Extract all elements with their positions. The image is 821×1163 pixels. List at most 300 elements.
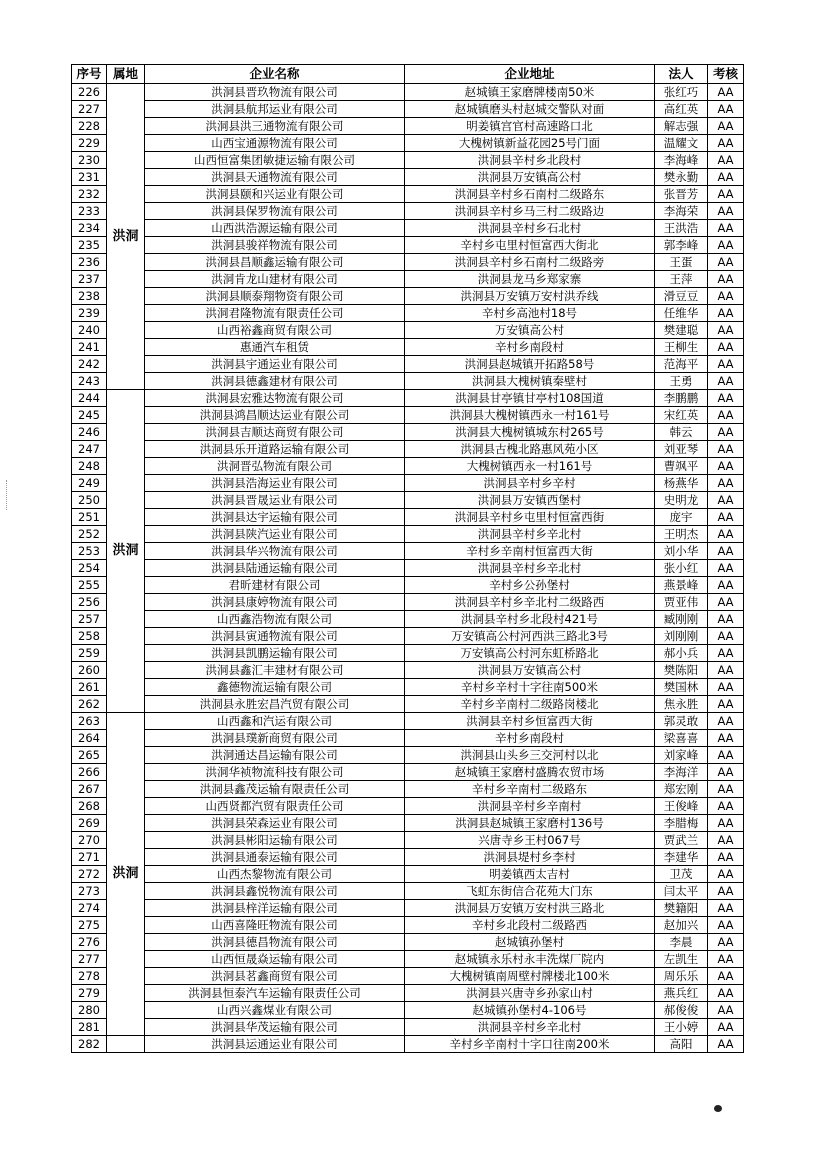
grade: AA [708, 611, 744, 628]
table-row [72, 696, 744, 713]
legal-person: 刘亚琴 [655, 441, 708, 458]
row-number: 229 [72, 135, 107, 152]
table-row [72, 356, 744, 373]
table-row [72, 662, 744, 679]
company-address: 洪洞县辛村乡辛村 [405, 475, 655, 492]
company-name: 山西恒晟焱运输有限公司 [145, 951, 405, 968]
margin-dots [6, 480, 13, 510]
row-number: 270 [72, 832, 107, 849]
company-address: 赵城镇磨头村赵城交警队对面 [405, 101, 655, 118]
company-address: 大槐树镇西永一村161号 [405, 458, 655, 475]
company-address: 万安镇高公村 [405, 322, 655, 339]
grade: AA [708, 118, 744, 135]
grade: AA [708, 407, 744, 424]
grade: AA [708, 730, 744, 747]
row-number: 230 [72, 152, 107, 169]
grade: AA [708, 1002, 744, 1019]
legal-person: 郝小兵 [655, 645, 708, 662]
company-address: 辛村乡公孙堡村 [405, 577, 655, 594]
row-number: 251 [72, 509, 107, 526]
table-row [72, 135, 744, 152]
legal-person: 王柳生 [655, 339, 708, 356]
company-address: 洪洞县辛村乡恒富西大街 [405, 713, 655, 730]
grade: AA [708, 152, 744, 169]
company-address: 洪洞县万安镇高公村 [405, 662, 655, 679]
header-region: 属地 [107, 65, 145, 84]
company-address: 洪洞县辛村乡石北村 [405, 220, 655, 237]
table-row [72, 1002, 744, 1019]
company-address: 赵城镇永乐村永丰洗煤厂院内 [405, 951, 655, 968]
company-address: 洪洞县万安镇西堡村 [405, 492, 655, 509]
grade: AA [708, 492, 744, 509]
legal-person: 庞宇 [655, 509, 708, 526]
company-address: 洪洞县大槐树镇秦壁村 [405, 373, 655, 390]
company-address: 洪洞县辛村乡北段村 [405, 152, 655, 169]
legal-person: 李海峰 [655, 152, 708, 169]
grade: AA [708, 679, 744, 696]
grade: AA [708, 305, 744, 322]
table-row [72, 526, 744, 543]
company-address: 万安镇高公村河西洪三路北3号 [405, 628, 655, 645]
row-number: 282 [72, 1036, 107, 1053]
company-address: 赵城镇王家磨村盛腾农贸市场 [405, 764, 655, 781]
grade: AA [708, 628, 744, 645]
table-row [72, 543, 744, 560]
company-address: 辛村乡南段村 [405, 730, 655, 747]
grade: AA [708, 526, 744, 543]
row-number: 273 [72, 883, 107, 900]
company-name: 山西兴鑫煤业有限公司 [145, 1002, 405, 1019]
legal-person: 刘刚刚 [655, 628, 708, 645]
company-name: 洪洞县梓洋运输有限公司 [145, 900, 405, 917]
company-address: 洪洞县甘亭镇甘亭村108国道 [405, 390, 655, 407]
grade: AA [708, 509, 744, 526]
table-row [72, 832, 744, 849]
legal-person: 解志强 [655, 118, 708, 135]
company-address: 洪洞县古槐北路惠风苑小区 [405, 441, 655, 458]
legal-person: 张小红 [655, 560, 708, 577]
legal-person: 曹飒平 [655, 458, 708, 475]
company-name: 洪洞县鑫茂运输有限责任公司 [145, 781, 405, 798]
table-row [72, 594, 744, 611]
company-name: 山西鑫浩物流有限公司 [145, 611, 405, 628]
row-number: 231 [72, 169, 107, 186]
company-address: 洪洞县辛村乡马三村二级路边 [405, 203, 655, 220]
company-name: 洪洞县凯鹏运输有限公司 [145, 645, 405, 662]
legal-person: 臧刚刚 [655, 611, 708, 628]
row-number: 255 [72, 577, 107, 594]
grade: AA [708, 186, 744, 203]
company-name: 洪洞县德昌物流有限公司 [145, 934, 405, 951]
grade: AA [708, 1019, 744, 1036]
grade: AA [708, 390, 744, 407]
company-address: 洪洞县万安镇高公村 [405, 169, 655, 186]
row-number: 268 [72, 798, 107, 815]
company-address: 辛村乡辛村十字往南500米 [405, 679, 655, 696]
table-row [72, 339, 744, 356]
grade: AA [708, 849, 744, 866]
company-name: 洪洞县天通物流有限公司 [145, 169, 405, 186]
table-row [72, 934, 744, 951]
company-address: 洪洞县辛村乡辛北村 [405, 1019, 655, 1036]
row-number: 254 [72, 560, 107, 577]
company-name: 洪洞县恒泰汽车运输有限责任公司 [145, 985, 405, 1002]
company-address: 洪洞县辛村乡辛北村 [405, 560, 655, 577]
row-number: 241 [72, 339, 107, 356]
legal-person: 赵加兴 [655, 917, 708, 934]
row-number: 235 [72, 237, 107, 254]
company-address: 辛村乡高池村18号 [405, 305, 655, 322]
company-name: 山西裕鑫商贸有限公司 [145, 322, 405, 339]
company-name: 洪洞县鸿昌顺达运业有限公司 [145, 407, 405, 424]
row-number: 228 [72, 118, 107, 135]
company-name: 洪洞县荣森运业有限公司 [145, 815, 405, 832]
company-name: 洪洞县华茂运输有限公司 [145, 1019, 405, 1036]
company-name: 洪洞县达宇运输有限公司 [145, 509, 405, 526]
table-row [72, 628, 744, 645]
row-number: 262 [72, 696, 107, 713]
company-address: 大槐树镇新益花园25号门面 [405, 135, 655, 152]
row-number: 237 [72, 271, 107, 288]
legal-person: 樊建聪 [655, 322, 708, 339]
table-row [72, 203, 744, 220]
grade: AA [708, 815, 744, 832]
company-name: 洪洞县浩海运业有限公司 [145, 475, 405, 492]
company-address: 万安镇高公村河东虹桥路北 [405, 645, 655, 662]
grade: AA [708, 475, 744, 492]
row-number: 233 [72, 203, 107, 220]
table-row [72, 883, 744, 900]
legal-person: 高红英 [655, 101, 708, 118]
company-address: 赵城镇孙堡村 [405, 934, 655, 951]
table-row [72, 220, 744, 237]
legal-person: 焦永胜 [655, 696, 708, 713]
company-address: 辛村乡北段村二级路西 [405, 917, 655, 934]
grade: AA [708, 135, 744, 152]
company-address: 大槐树镇南周壁村牌楼北100米 [405, 968, 655, 985]
table-row [72, 84, 744, 101]
row-number: 260 [72, 662, 107, 679]
row-number: 238 [72, 288, 107, 305]
legal-person: 左凯生 [655, 951, 708, 968]
company-name: 洪洞县顺泰翔物资有限公司 [145, 288, 405, 305]
grade: AA [708, 441, 744, 458]
company-name: 山西鑫和汽运有限公司 [145, 713, 405, 730]
company-name: 山西杰黎物流有限公司 [145, 866, 405, 883]
company-name: 山西贤都汽贸有限责任公司 [145, 798, 405, 815]
legal-person: 樊陈阳 [655, 662, 708, 679]
row-number: 272 [72, 866, 107, 883]
company-address: 洪洞县兴唐寺乡孙家山村 [405, 985, 655, 1002]
row-number: 258 [72, 628, 107, 645]
legal-person: 郝俊俊 [655, 1002, 708, 1019]
row-number: 242 [72, 356, 107, 373]
company-name: 洪洞县颐和兴运业有限公司 [145, 186, 405, 203]
company-name: 洪洞通达昌运输有限公司 [145, 747, 405, 764]
grade: AA [708, 339, 744, 356]
company-name: 君昕建材有限公司 [145, 577, 405, 594]
grade: AA [708, 254, 744, 271]
company-address: 洪洞县赵城镇开拓路58号 [405, 356, 655, 373]
table-row [72, 713, 744, 730]
table-row [72, 900, 744, 917]
row-number: 239 [72, 305, 107, 322]
legal-person: 闫太平 [655, 883, 708, 900]
header-row [72, 65, 744, 84]
company-name: 洪洞县昌顺鑫运输有限公司 [145, 254, 405, 271]
legal-person: 周乐乐 [655, 968, 708, 985]
row-number: 226 [72, 84, 107, 101]
company-address: 洪洞县辛村乡辛北村 [405, 526, 655, 543]
grade: AA [708, 594, 744, 611]
table-row [72, 730, 744, 747]
company-name: 洪洞县茗鑫商贸有限公司 [145, 968, 405, 985]
table-row [72, 611, 744, 628]
grade: AA [708, 747, 744, 764]
row-number: 243 [72, 373, 107, 390]
row-number: 266 [72, 764, 107, 781]
row-number: 275 [72, 917, 107, 934]
row-number: 246 [72, 424, 107, 441]
header-legal: 法人 [655, 65, 708, 84]
legal-person: 张红巧 [655, 84, 708, 101]
legal-person: 宋红英 [655, 407, 708, 424]
grade: AA [708, 781, 744, 798]
table-row [72, 1019, 744, 1036]
grade: AA [708, 271, 744, 288]
table-row [72, 237, 744, 254]
grade: AA [708, 220, 744, 237]
grade: AA [708, 577, 744, 594]
table-row [72, 118, 744, 135]
legal-person: 温耀文 [655, 135, 708, 152]
row-number: 274 [72, 900, 107, 917]
grade: AA [708, 713, 744, 730]
table-row [72, 968, 744, 985]
grade: AA [708, 662, 744, 679]
row-number: 265 [72, 747, 107, 764]
company-address: 洪洞县辛村乡屯里村恒富西街 [405, 509, 655, 526]
table-row [72, 288, 744, 305]
table-row [72, 271, 744, 288]
table-row [72, 254, 744, 271]
legal-person: 梁喜喜 [655, 730, 708, 747]
company-name: 山西恒富集团敏捷运输有限公司 [145, 152, 405, 169]
company-address: 兴唐寺乡王村067号 [405, 832, 655, 849]
legal-person: 王洪浩 [655, 220, 708, 237]
company-address: 洪洞县辛村乡北段村421号 [405, 611, 655, 628]
table-row [72, 152, 744, 169]
row-number: 277 [72, 951, 107, 968]
company-address: 辛村乡辛南村十字口往南200米 [405, 1036, 655, 1053]
company-name: 洪洞华祯物流科技有限公司 [145, 764, 405, 781]
legal-person: 贾亚伟 [655, 594, 708, 611]
grade: AA [708, 832, 744, 849]
legal-person: 王蛋 [655, 254, 708, 271]
company-name: 山西喜隆旺物流有限公司 [145, 917, 405, 934]
company-address: 辛村乡辛南村二级路岗楼北 [405, 696, 655, 713]
company-address: 飞虹东街信合花苑大门东 [405, 883, 655, 900]
grade: AA [708, 951, 744, 968]
company-name: 山西宝通源物流有限公司 [145, 135, 405, 152]
row-number: 227 [72, 101, 107, 118]
region-cell: 洪洞 [107, 84, 145, 390]
company-name: 洪洞县鑫汇丰建材有限公司 [145, 662, 405, 679]
grade: AA [708, 968, 744, 985]
company-name: 洪洞县晋玖物流有限公司 [145, 84, 405, 101]
table-row [72, 985, 744, 1002]
company-name: 洪洞县永胜宏昌汽贸有限公司 [145, 696, 405, 713]
table-row [72, 781, 744, 798]
legal-person: 范海平 [655, 356, 708, 373]
company-address: 洪洞县万安镇万安村洪乔线 [405, 288, 655, 305]
grade: AA [708, 560, 744, 577]
company-name: 洪洞县陆通运输有限公司 [145, 560, 405, 577]
company-address: 洪洞县龙马乡郑家寨 [405, 271, 655, 288]
legal-person: 李鹏鹏 [655, 390, 708, 407]
company-address: 洪洞县堤村乡李村 [405, 849, 655, 866]
company-address: 洪洞县大槐树镇西永一村161号 [405, 407, 655, 424]
row-number: 252 [72, 526, 107, 543]
table-row [72, 492, 744, 509]
legal-person: 樊国林 [655, 679, 708, 696]
legal-person: 燕景峰 [655, 577, 708, 594]
company-address: 洪洞县大槐树镇城东村265号 [405, 424, 655, 441]
grade: AA [708, 356, 744, 373]
company-name: 洪洞县晋晟运业有限公司 [145, 492, 405, 509]
grade: AA [708, 169, 744, 186]
grade: AA [708, 934, 744, 951]
company-address: 辛村乡屯里村恒富西大街北 [405, 237, 655, 254]
legal-person: 贾武兰 [655, 832, 708, 849]
row-number: 249 [72, 475, 107, 492]
company-address: 辛村乡辛南村二级路东 [405, 781, 655, 798]
grade: AA [708, 798, 744, 815]
company-address: 辛村乡辛南村恒富西大街 [405, 543, 655, 560]
row-number: 269 [72, 815, 107, 832]
legal-person: 杨燕华 [655, 475, 708, 492]
company-address: 洪洞县山头乡三交河村以北 [405, 747, 655, 764]
region-cell [107, 1036, 145, 1053]
table-row [72, 509, 744, 526]
legal-person: 李海荣 [655, 203, 708, 220]
table-row [72, 101, 744, 118]
company-name: 洪洞晋弘物流有限公司 [145, 458, 405, 475]
row-number: 247 [72, 441, 107, 458]
company-address: 赵城镇孙堡村4-106号 [405, 1002, 655, 1019]
table-row [72, 475, 744, 492]
table-row [72, 305, 744, 322]
legal-person: 郭灵敢 [655, 713, 708, 730]
row-number: 279 [72, 985, 107, 1002]
row-number: 281 [72, 1019, 107, 1036]
table-row [72, 186, 744, 203]
grade: AA [708, 900, 744, 917]
grade: AA [708, 458, 744, 475]
row-number: 244 [72, 390, 107, 407]
company-name: 洪洞县骏祥物流有限公司 [145, 237, 405, 254]
company-address: 明姜镇宫官村高速路口北 [405, 118, 655, 135]
table-row [72, 679, 744, 696]
grade: AA [708, 1036, 744, 1053]
header-address: 企业地址 [405, 65, 655, 84]
grade: AA [708, 543, 744, 560]
row-number: 250 [72, 492, 107, 509]
company-name: 山西洪浩源运输有限公司 [145, 220, 405, 237]
company-name: 鑫德物流运输有限公司 [145, 679, 405, 696]
grade: AA [708, 883, 744, 900]
company-name: 洪洞县陕汽运业有限公司 [145, 526, 405, 543]
company-name: 洪洞县运通运业有限公司 [145, 1036, 405, 1053]
row-number: 267 [72, 781, 107, 798]
company-name: 洪洞县宇通运业有限公司 [145, 356, 405, 373]
row-number: 259 [72, 645, 107, 662]
row-number: 234 [72, 220, 107, 237]
grade: AA [708, 373, 744, 390]
legal-person: 刘小华 [655, 543, 708, 560]
legal-person: 史明龙 [655, 492, 708, 509]
table-row [72, 764, 744, 781]
ink-mark [714, 1105, 722, 1112]
grade: AA [708, 645, 744, 662]
table-row [72, 866, 744, 883]
legal-person: 张晋芳 [655, 186, 708, 203]
grade: AA [708, 985, 744, 1002]
header-name: 企业名称 [145, 65, 405, 84]
table-row [72, 577, 744, 594]
legal-person: 燕兵红 [655, 985, 708, 1002]
table-row [72, 407, 744, 424]
table-row [72, 815, 744, 832]
company-name: 洪洞县寅通物流有限公司 [145, 628, 405, 645]
company-address: 洪洞县辛村乡石南村二级路旁 [405, 254, 655, 271]
grade: AA [708, 203, 744, 220]
legal-person: 李腊梅 [655, 815, 708, 832]
company-name: 洪洞君隆物流有限责任公司 [145, 305, 405, 322]
legal-person: 王俊峰 [655, 798, 708, 815]
legal-person: 韩云 [655, 424, 708, 441]
company-address: 辛村乡南段村 [405, 339, 655, 356]
region-cell: 洪洞 [107, 713, 145, 1036]
grade: AA [708, 866, 744, 883]
company-name: 洪洞县吉顺达商贸有限公司 [145, 424, 405, 441]
row-number: 256 [72, 594, 107, 611]
company-name: 洪洞县通泰运输有限公司 [145, 849, 405, 866]
legal-person: 王小婷 [655, 1019, 708, 1036]
table-row [72, 441, 744, 458]
row-number: 263 [72, 713, 107, 730]
table-row [72, 390, 744, 407]
legal-person: 李晨 [655, 934, 708, 951]
company-name: 洪洞县华兴物流有限公司 [145, 543, 405, 560]
grade: AA [708, 322, 744, 339]
table-row [72, 747, 744, 764]
row-number: 236 [72, 254, 107, 271]
header-no: 序号 [72, 65, 107, 84]
legal-person: 樊籍阳 [655, 900, 708, 917]
company-name: 惠通汽车租赁 [145, 339, 405, 356]
company-address: 洪洞县万安镇万安村洪三路北 [405, 900, 655, 917]
legal-person: 郭李峰 [655, 237, 708, 254]
grade: AA [708, 424, 744, 441]
enterprise-table [71, 64, 744, 1053]
company-name: 洪洞县鑫悦物流有限公司 [145, 883, 405, 900]
legal-person: 王勇 [655, 373, 708, 390]
grade: AA [708, 764, 744, 781]
company-name: 洪洞县宏雅达物流有限公司 [145, 390, 405, 407]
row-number: 271 [72, 849, 107, 866]
row-number: 232 [72, 186, 107, 203]
